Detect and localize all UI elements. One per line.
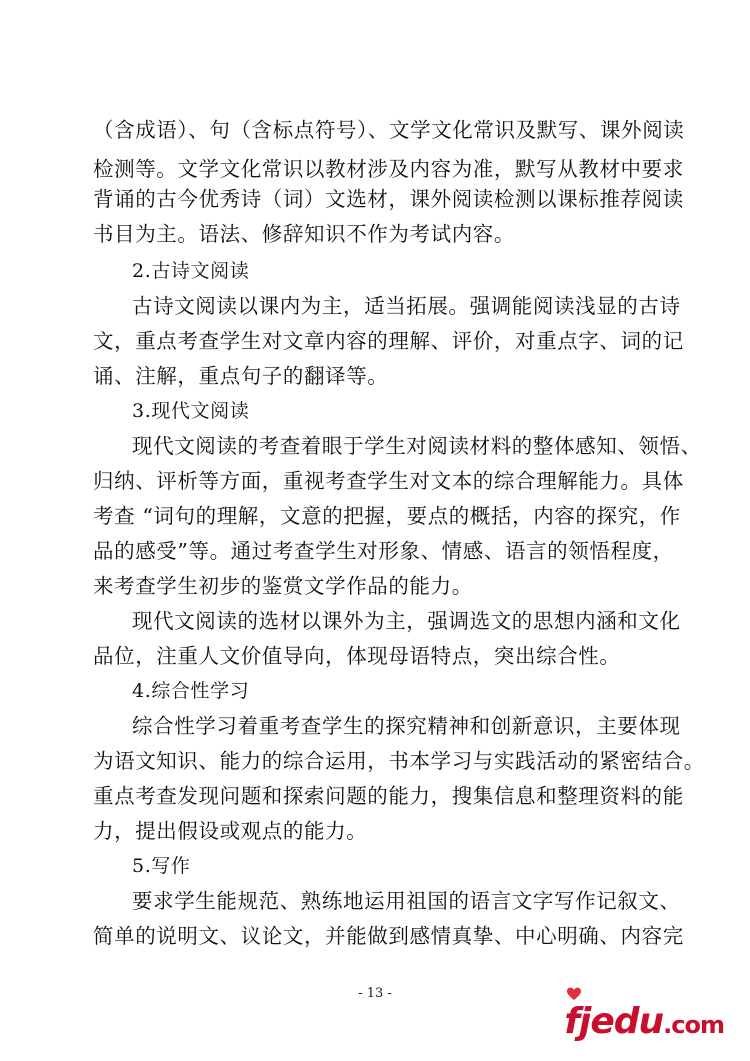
text-line: 检测等。文学文化常识以教材涉及内容为准，默写从教材中要求 — [93, 157, 684, 181]
section-heading: 5.写作 — [132, 855, 191, 877]
section-heading: 3.现代文阅读 — [132, 400, 250, 422]
text-line: 品位，注重人文价值导向，体现母语特点，突出综合性。 — [93, 644, 621, 668]
text-line: 考查 “词句的理解，文意的把握，要点的概括，内容的探究，作 — [93, 504, 681, 528]
text-line: 古诗文阅读以课内为主，适当拓展。强调能阅读浅显的古诗 — [132, 294, 681, 318]
text-line: 现代文阅读的选材以课外为主，强调选文的思想内涵和文化 — [132, 609, 681, 633]
text-line: 重点考查发现问题和探索问题的能力，搜集信息和整理资料的能 — [93, 784, 684, 808]
text-line: 诵、注解，重点句子的翻译等。 — [93, 364, 389, 388]
text-line: 现代文阅读的考查着眼于学生对阅读材料的整体感知、领悟、 — [132, 434, 702, 458]
text-line: 要求学生能规范、熟练地运用祖国的语言文字写作记叙文、 — [132, 889, 681, 913]
text-line: 来考查学生初步的鉴赏文学作品的能力。 — [93, 574, 473, 598]
heart-icon — [566, 986, 582, 1002]
section-heading: 4.综合性学习 — [132, 680, 250, 702]
text-line: 品的感受”等。通过考查学生对形象、情感、语言的领悟程度， — [93, 539, 674, 563]
text-line: 文，重点考查学生对文章内容的理解、评价，对重点字、词的记 — [93, 329, 684, 353]
text-line: 力，提出假设或观点的能力。 — [93, 819, 368, 843]
text-line: 为语文知识、能力的综合运用，书本学习与实践活动的紧密结合。 — [93, 749, 705, 773]
page-number: - 13 - — [358, 986, 392, 1001]
text-line: 归纳、评析等方面，重视考查学生对文本的综合理解能力。具体 — [93, 469, 684, 493]
watermark-suffix: .com — [663, 1011, 724, 1039]
text-line: 综合性学习着重考查学生的探究精神和创新意识，主要体现 — [132, 714, 681, 738]
text-line: 简单的说明文、议论文，并能做到感情真挚、中心明确、内容完 — [93, 924, 684, 948]
site-watermark-logo — [564, 1002, 724, 1045]
text-line: 书目为主。语法、修辞知识不作为考试内容。 — [93, 222, 515, 246]
section-heading: 2.古诗文阅读 — [132, 260, 250, 282]
text-line: （含成语）、句（含标点符号）、文学文化常识及默写、课外阅读 — [93, 118, 685, 142]
watermark-brand: fjedu — [564, 1001, 664, 1042]
text-line: 背诵的古今优秀诗（词）文选材，课外阅读检测以课标推荐阅读 — [93, 187, 684, 211]
